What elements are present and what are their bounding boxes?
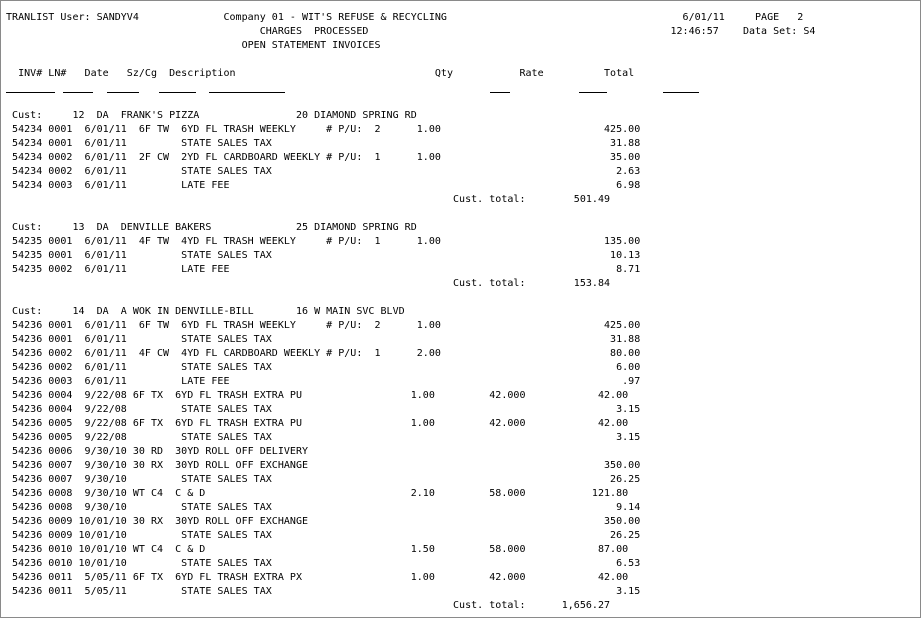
invoice-row: 54236 0001 6/01/11 6F TW 6YD FL TRASH WEEKLY # P/U: 2 1.00 425.00 [6,320,641,331]
report-body [1,1,921,618]
invoice-row: 54234 0001 6/01/11 STATE SALES TAX 31.88 [6,138,641,149]
col-rule-inv [6,92,55,93]
invoice-row: 54236 0001 6/01/11 STATE SALES TAX 31.88 [6,334,641,345]
invoice-row: 54236 0003 6/01/11 LATE FEE .97 [6,376,641,387]
invoice-row: 54236 0005 9/22/08 STATE SALES TAX 3.15 [6,432,641,443]
invoice-row: 54234 0002 6/01/11 STATE SALES TAX 2.63 [6,166,641,177]
invoice-row: 54236 0002 6/01/11 4F CW 4YD FL CARDBOARD WEEKLY # P/U: 1 2.00 80.00 [6,348,641,359]
invoice-row: 54236 0010 10/01/10 STATE SALES TAX 6.53 [6,558,641,569]
invoice-row: 54236 0009 10/01/10 STATE SALES TAX 26.25 [6,530,641,541]
invoice-row: 54236 0004 9/22/08 6F TX 6YD FL TRASH EXTRA PU 1.00 42.000 42.00 [6,390,629,401]
customer-line: Cust: 13 DA DENVILLE BAKERS 25 DIAMOND SPRING RD [6,222,417,233]
customer-total-line: Cust. total: 1,656.27 [6,600,611,611]
invoice-row: 54236 0008 9/30/10 WT C4 C & D 2.10 58.000 121.80 [6,488,629,499]
invoice-row: 54235 0001 6/01/11 STATE SALES TAX 10.13 [6,250,641,261]
col-rule-ln [63,92,93,93]
column-headers: INV# LN# Date Sz/Cg Description Qty Rate Total [6,68,635,79]
customer-line: Cust: 12 DA FRANK'S PIZZA 20 DIAMOND SPRING RD [6,110,417,121]
header-line-1: TRANLIST User: SANDYV4 Company 01 - WIT'S REFUSE & RECYCLING 6/01/11 PAGE 2 [6,12,804,23]
invoice-row: 54236 0011 5/05/11 6F TX 6YD FL TRASH EXTRA PX 1.00 42.000 42.00 [6,572,629,583]
col-rule-date [107,92,139,93]
invoice-row: 54236 0005 9/22/08 6F TX 6YD FL TRASH EXTRA PU 1.00 42.000 42.00 [6,418,629,429]
invoice-row: 54234 0003 6/01/11 LATE FEE 6.98 [6,180,641,191]
header-line-3: OPEN STATEMENT INVOICES [6,40,381,51]
invoice-row: 54236 0007 9/30/10 30 RX 30YD ROLL OFF EXCHANGE 350.00 [6,460,641,471]
invoice-row: 54236 0006 9/30/10 30 RD 30YD ROLL OFF DELIVERY [6,446,309,457]
col-rule-total [663,92,699,93]
customer-line: Cust: 14 DA A WOK IN DENVILLE-BILL 16 W MAIN SVC BLVD [6,306,405,317]
invoice-row: 54234 0001 6/01/11 6F TW 6YD FL TRASH WEEKLY # P/U: 2 1.00 425.00 [6,124,641,135]
col-rule-qty [490,92,510,93]
invoice-row: 54236 0002 6/01/11 STATE SALES TAX 6.00 [6,362,641,373]
header-line-2: CHARGES PROCESSED 12:46:57 Data Set: S4 [6,26,816,37]
invoice-row: 54236 0008 9/30/10 STATE SALES TAX 9.14 [6,502,641,513]
invoice-row: 54236 0009 10/01/10 30 RX 30YD ROLL OFF EXCHANGE 350.00 [6,516,641,527]
customer-total-line: Cust. total: 501.49 [6,194,611,205]
invoice-row: 54236 0007 9/30/10 STATE SALES TAX 26.25 [6,474,641,485]
invoice-row: 54235 0002 6/01/11 LATE FEE 8.71 [6,264,641,275]
invoice-row: 54234 0002 6/01/11 2F CW 2YD FL CARDBOARD WEEKLY # P/U: 1 1.00 35.00 [6,152,641,163]
col-rule-description [209,92,285,93]
invoice-row: 54236 0004 9/22/08 STATE SALES TAX 3.15 [6,404,641,415]
invoice-row: 54236 0010 10/01/10 WT C4 C & D 1.50 58.000 87.00 [6,544,629,555]
col-rule-rate [579,92,607,93]
invoice-row: 54236 0011 5/05/11 STATE SALES TAX 3.15 [6,586,641,597]
customer-total-line: Cust. total: 153.84 [6,278,611,289]
col-rule-szcg [159,92,196,93]
invoice-row: 54235 0001 6/01/11 4F TW 4YD FL TRASH WEEKLY # P/U: 1 1.00 135.00 [6,236,641,247]
